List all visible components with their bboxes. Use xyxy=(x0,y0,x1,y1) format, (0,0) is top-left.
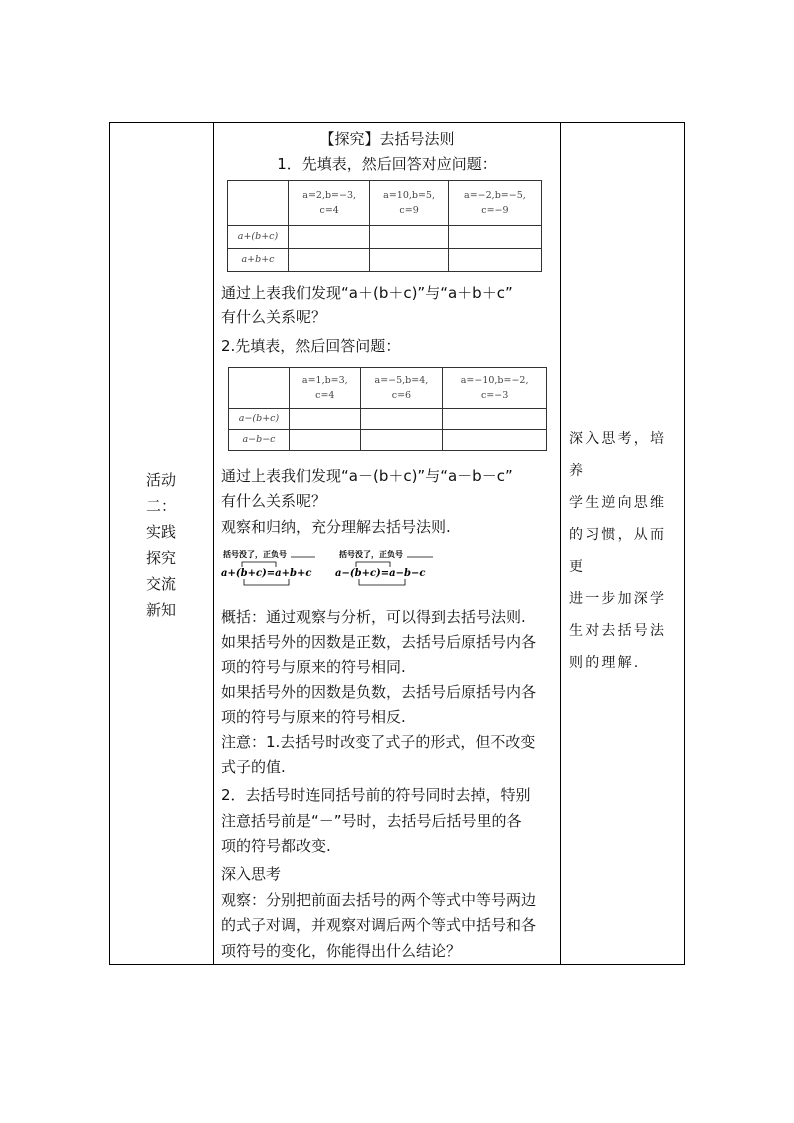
summary-line: 项的符号与原来的符号相同. xyxy=(221,658,406,676)
table-row xyxy=(229,408,547,429)
activity-label-line: 探究 xyxy=(146,549,177,567)
note-line: 生对去括号法 xyxy=(569,623,667,639)
note-line: 进一步加深学 xyxy=(569,591,667,607)
design-note xyxy=(569,423,681,679)
table-header-cell xyxy=(443,368,547,409)
q1-question-line: 有什么关系呢？ xyxy=(221,308,327,326)
summary-line: 注意：1.去括号时改变了式子的形式，但不改变 xyxy=(221,733,536,751)
blank-cell[interactable] xyxy=(443,429,547,450)
summary-line: 项的符号与原来的符号相反. xyxy=(221,708,406,726)
q1-prompt: 1．先填表，然后回答对应问题： xyxy=(277,155,497,173)
bracket-arrow-bottom xyxy=(244,579,289,585)
section-title: 【探究】去括号法则 xyxy=(319,130,455,148)
q1-question-line: 通过上表我们发现“a＋(b＋c)”与“a＋b＋c” xyxy=(221,284,513,302)
table-header-cell xyxy=(290,368,361,409)
summary-line: 项的符号都改变. xyxy=(221,837,331,855)
table-corner-cell xyxy=(229,368,290,409)
header-line: a=2,b=−3, xyxy=(302,189,357,201)
blank-cell[interactable] xyxy=(448,225,541,248)
blank-cell[interactable] xyxy=(448,248,541,271)
blank-cell[interactable] xyxy=(370,225,448,248)
header-line: a=10,b=5, xyxy=(383,189,435,201)
blank-cell[interactable] xyxy=(289,225,370,248)
table-header-cell xyxy=(448,181,541,226)
table-row xyxy=(228,248,542,271)
observe-line: 观察和归纳，充分理解去括号法则. xyxy=(221,518,451,536)
activity-label-line: 交流 xyxy=(146,575,177,593)
note-line: 学生逆向思维 xyxy=(569,495,667,511)
bracket-rule-figure xyxy=(219,547,459,591)
summary-line: 项符号的变化，你能得出什么结论？ xyxy=(221,942,462,960)
content-column xyxy=(214,123,560,964)
note-column xyxy=(561,123,685,964)
blank-cell[interactable] xyxy=(289,248,370,271)
blank-cell[interactable] xyxy=(290,408,361,429)
header-line: c=−3 xyxy=(480,389,509,401)
header-line: c=9 xyxy=(399,204,419,216)
table-row xyxy=(228,225,542,248)
header-line: c=−9 xyxy=(481,204,509,216)
header-line: a=−10,b=−2, xyxy=(460,374,529,386)
row-header-cell: a−b−c xyxy=(229,429,290,450)
header-line: a=1,b=3, xyxy=(301,374,348,386)
summary-line: 如果括号外的因数是负数，去括号后原括号内各 xyxy=(221,683,537,701)
header-line: a=−2,b=−5, xyxy=(464,189,526,201)
table-header-row xyxy=(229,368,547,409)
blank-cell[interactable] xyxy=(443,408,547,429)
row-header-cell: a−(b+c) xyxy=(229,408,290,429)
row-header-cell: a+(b+c) xyxy=(228,225,289,248)
rule-formula-right: a−(b+c)=a−b−c xyxy=(335,568,426,579)
header-line: c=4 xyxy=(315,389,335,401)
blank-cell[interactable] xyxy=(360,429,443,450)
q2-prompt: 2.先填表，然后回答问题： xyxy=(221,337,401,355)
summary-line: 概括：通过观察与分析，可以得到去括号法则. xyxy=(221,608,526,626)
header-line: c=4 xyxy=(319,204,339,216)
activity-label-line: 活动 xyxy=(146,471,177,489)
activity-column xyxy=(110,123,213,964)
activity-label-line: 二： xyxy=(146,497,177,515)
rule-caption-left: 括号没了，正负号 xyxy=(223,549,287,559)
table-header-cell xyxy=(360,368,443,409)
blank-cell[interactable] xyxy=(370,248,448,271)
header-line: c=6 xyxy=(391,389,412,401)
summary-line: 观察：分别把前面去括号的两个等式中等号两边 xyxy=(221,891,537,909)
table-row xyxy=(229,429,547,450)
note-line: 的习惯，从而更 xyxy=(569,527,667,575)
bracket-arrow-top xyxy=(356,562,390,567)
note-line: 深入思考，培养 xyxy=(569,431,667,479)
q2-question-line: 有什么关系呢？ xyxy=(221,492,327,510)
rule-caption-right: 括号没了，正负号 xyxy=(339,549,403,559)
activity-label-line: 新知 xyxy=(146,601,177,619)
table-corner-cell xyxy=(228,181,289,226)
deep-thinking-heading: 深入思考 xyxy=(221,865,282,883)
row-header-cell: a+b+c xyxy=(228,248,289,271)
blank-cell[interactable] xyxy=(290,429,361,450)
table-header-cell xyxy=(289,181,370,226)
summary-line: 式子的值. xyxy=(221,758,286,776)
header-line: a=−5,b=4, xyxy=(374,374,429,386)
activity-label xyxy=(146,467,186,623)
fill-table-1 xyxy=(227,180,542,272)
bracket-arrow-bottom xyxy=(359,579,405,585)
q2-question-line: 通过上表我们发现“a－(b＋c)”与“a－b－c” xyxy=(221,467,513,485)
rule-formula-left: a+(b+c)=a+b+c xyxy=(221,568,312,579)
note-line: 则的理解. xyxy=(569,655,641,671)
fill-table-2 xyxy=(228,367,547,451)
lesson-table xyxy=(109,122,685,965)
table-header-cell xyxy=(370,181,448,226)
summary-line: 的式子对调，并观察对调后两个等式中括号和各 xyxy=(221,916,537,934)
bracket-arrow-top xyxy=(242,562,276,567)
summary-line: 如果括号外的因数是正数，去括号后原括号内各 xyxy=(221,633,537,651)
activity-label-line: 实践 xyxy=(146,523,177,541)
summary-line: 2．去括号时连同括号前的符号同时去掉，特别 xyxy=(221,786,531,804)
table-header-row xyxy=(228,181,542,226)
blank-cell[interactable] xyxy=(360,408,443,429)
summary-line: 注意括号前是“－”号时，去括号后括号里的各 xyxy=(221,812,522,830)
